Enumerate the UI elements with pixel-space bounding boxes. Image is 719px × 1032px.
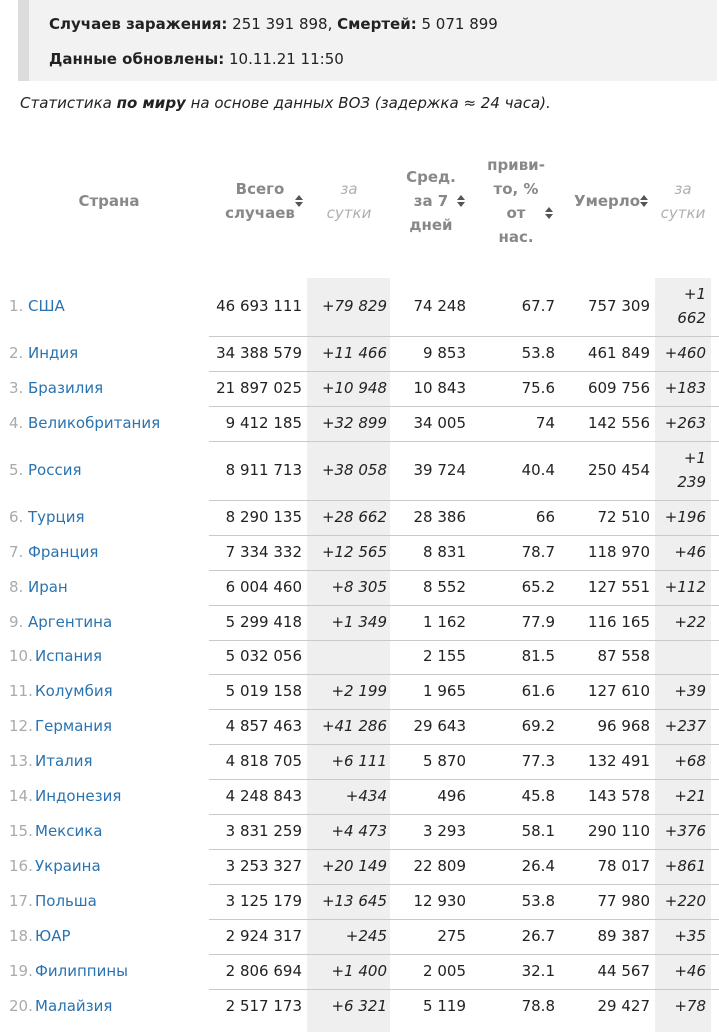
row-divider (209, 814, 719, 815)
row-divider (209, 500, 719, 501)
row-divider (209, 709, 719, 710)
avg-7days-value: 74 248 (413, 297, 466, 315)
daily-deaths-value-line2: 662 (677, 309, 706, 327)
daily-cases-value: +2 199 (331, 681, 387, 700)
died-value: 142 556 (587, 413, 650, 432)
total-cases-value: 5 299 418 (225, 612, 302, 631)
header-total-line2: случаев (225, 204, 295, 222)
row-divider (209, 406, 719, 407)
row-rank: 4. (9, 413, 24, 432)
table-row (0, 278, 719, 336)
died-value: 461 849 (587, 343, 650, 362)
table-row (0, 406, 719, 441)
updated-value: 10.11.21 11:50 (228, 50, 344, 68)
died-value: 127 610 (587, 681, 650, 700)
header-avg-line1: Сред. (406, 168, 456, 186)
avg-7days-value: 8 552 (423, 577, 466, 596)
source-note (20, 94, 551, 112)
vaccinated-value: 74 (535, 413, 555, 432)
total-cases-value: 6 004 460 (225, 577, 302, 596)
header-total-cases[interactable] (219, 177, 301, 225)
country-link[interactable]: Польша (35, 891, 97, 910)
row-rank: 15. (9, 821, 33, 840)
daily-cases-value: +11 466 (321, 343, 387, 362)
cases-summary (49, 15, 498, 33)
total-cases-value: 4 248 843 (225, 786, 302, 805)
daily-deaths-value: +861 (664, 856, 706, 875)
daily-deaths-value: +183 (664, 378, 706, 397)
avg-7days-value: 5 119 (423, 996, 466, 1015)
header-vaccinated[interactable] (483, 153, 549, 249)
total-cases-value: 9 412 185 (225, 413, 302, 432)
table-row (0, 441, 719, 500)
row-divider (209, 919, 719, 920)
sort-total-icon[interactable] (295, 195, 303, 207)
died-value: 118 970 (587, 542, 650, 561)
total-cases-value: 3 125 179 (225, 891, 302, 910)
daily-cases-value: +434 (345, 786, 387, 805)
header-country-label: Страна (78, 192, 140, 210)
table-row (0, 744, 719, 779)
died-value: 77 980 (597, 891, 650, 910)
country-link[interactable]: Филиппины (35, 961, 129, 980)
total-cases-value: 34 388 579 (216, 343, 302, 362)
country-link[interactable]: Колумбия (35, 681, 113, 700)
row-divider (209, 884, 719, 885)
row-divider (209, 570, 719, 571)
header-avg-line3: дней (409, 216, 453, 234)
row-rank: 9. (9, 612, 24, 631)
header-vacc-line1: приви- (487, 156, 545, 174)
vaccinated-value: 75.6 (521, 378, 555, 397)
country-link[interactable]: Иран (28, 577, 68, 596)
row-rank: 10. (9, 647, 33, 665)
daily-deaths-value: +460 (664, 343, 706, 362)
country-link[interactable]: США (28, 297, 65, 315)
table-row (0, 336, 719, 371)
died-value: 132 491 (587, 751, 650, 770)
died-value: 250 454 (587, 460, 650, 479)
avg-7days-value: 2 155 (423, 647, 466, 665)
daily-cases-value: +8 305 (331, 577, 387, 596)
row-rank: 8. (9, 577, 24, 596)
daily-cases-value: +38 058 (321, 460, 387, 479)
country-link[interactable]: Украина (35, 856, 101, 875)
row-divider (209, 849, 719, 850)
daily-cases-value: +6 111 (331, 751, 387, 770)
row-divider (209, 605, 719, 606)
country-link[interactable]: Индонезия (35, 786, 122, 805)
header-died[interactable] (574, 189, 640, 213)
total-cases-value: 46 693 111 (216, 297, 302, 315)
daily-deaths-value: +22 (674, 612, 706, 631)
header-daily-cases[interactable] (318, 177, 380, 225)
vaccinated-value: 61.6 (521, 681, 555, 700)
note-suffix: на основе данных ВОЗ (задержка ≈ 24 часа). (185, 94, 551, 112)
row-rank: 11. (9, 681, 33, 700)
avg-7days-value: 29 643 (413, 716, 466, 735)
daily-cases-value: +1 349 (331, 612, 387, 631)
daily-deaths-value-line1: +1 (683, 448, 706, 467)
header-vacc-line2: то, % (493, 180, 539, 198)
header-ddaily-line2: сутки (660, 204, 706, 222)
header-daily-deaths[interactable] (657, 177, 709, 225)
died-value: 143 578 (587, 786, 650, 805)
daily-cases-value: +20 149 (321, 856, 387, 875)
cases-value: 251 391 898, (232, 15, 333, 33)
table-row (0, 849, 719, 884)
country-link[interactable]: Турция (28, 507, 85, 526)
table-row (0, 709, 719, 744)
header-total-line1: Всего (235, 180, 285, 198)
total-cases-value: 21 897 025 (216, 378, 302, 397)
died-value: 96 968 (597, 716, 650, 735)
header-avg-7days[interactable] (401, 165, 461, 237)
country-link[interactable]: Великобритания (28, 413, 161, 432)
table-row (0, 535, 719, 570)
died-value: 757 309 (587, 297, 650, 315)
country-link[interactable]: Франция (28, 542, 99, 561)
vaccinated-value: 69.2 (521, 716, 555, 735)
row-rank: 12. (9, 716, 33, 735)
row-rank: 16. (9, 856, 33, 875)
deaths-value: 5 071 899 (421, 15, 498, 33)
vaccinated-value: 26.4 (521, 856, 555, 875)
row-rank: 1. (9, 297, 24, 315)
country-link[interactable]: Малайзия (35, 996, 113, 1015)
total-cases-value: 2 806 694 (225, 961, 302, 980)
avg-7days-value: 12 930 (413, 891, 466, 910)
daily-cases-value: +13 645 (321, 891, 387, 910)
sort-vacc-icon[interactable] (545, 207, 553, 219)
row-rank: 19. (9, 961, 33, 980)
total-cases-value: 3 253 327 (225, 856, 302, 875)
died-value: 116 165 (587, 612, 650, 631)
died-value: 89 387 (597, 926, 650, 945)
total-cases-value: 5 019 158 (225, 681, 302, 700)
row-divider (209, 535, 719, 536)
vaccinated-value: 67.7 (521, 297, 555, 315)
country-link[interactable]: Мексика (35, 821, 103, 840)
daily-deaths-value: +112 (664, 577, 706, 596)
vaccinated-value: 32.1 (521, 961, 555, 980)
updated-label: Данные обновлены: (49, 50, 225, 68)
avg-7days-value: 39 724 (413, 460, 466, 479)
daily-deaths-value-line1: +1 (683, 285, 706, 303)
died-value: 72 510 (597, 507, 650, 526)
header-ddaily-line1: за (674, 180, 692, 198)
vaccinated-value: 45.8 (521, 786, 555, 805)
total-cases-value: 4 818 705 (225, 751, 302, 770)
header-daily-line1: за (340, 180, 358, 198)
header-vacc-line4: нас. (498, 228, 534, 246)
total-cases-value: 7 334 332 (225, 542, 302, 561)
vaccinated-value: 65.2 (521, 577, 555, 596)
header-country[interactable] (60, 189, 158, 213)
cases-label: Случаев заражения: (49, 15, 228, 33)
header-died-label: Умерло (574, 192, 641, 210)
country-link[interactable]: Аргентина (28, 612, 113, 631)
row-divider (209, 744, 719, 745)
country-link[interactable]: Италия (35, 751, 93, 770)
note-bold: по миру (116, 94, 186, 112)
header-avg-line2: за 7 (413, 192, 449, 210)
avg-7days-value: 9 853 (423, 343, 466, 362)
total-cases-value: 8 290 135 (225, 507, 302, 526)
total-cases-value: 2 517 173 (225, 996, 302, 1015)
daily-cases-value: +32 899 (321, 413, 387, 432)
vaccinated-value: 77.9 (521, 612, 555, 631)
vaccinated-value: 26.7 (521, 926, 555, 945)
vaccinated-value: 78.8 (521, 996, 555, 1015)
total-cases-value: 5 032 056 (225, 647, 302, 665)
avg-7days-value: 275 (437, 926, 466, 945)
row-rank: 17. (9, 891, 33, 910)
died-value: 87 558 (597, 647, 650, 665)
table-row (0, 814, 719, 849)
avg-7days-value: 3 293 (423, 821, 466, 840)
row-rank: 5. (9, 460, 24, 479)
row-divider (209, 989, 719, 990)
sort-avg-icon[interactable] (457, 195, 465, 207)
row-rank: 18. (9, 926, 33, 945)
table-row (0, 779, 719, 814)
died-value: 78 017 (597, 856, 650, 875)
table-row (0, 500, 719, 535)
updated-summary (49, 50, 344, 68)
died-value: 44 567 (597, 961, 650, 980)
avg-7days-value: 28 386 (413, 507, 466, 526)
daily-cases-value: +6 321 (331, 996, 387, 1015)
summary-box (18, 0, 717, 81)
daily-deaths-value: +46 (674, 961, 706, 980)
table-row (0, 989, 719, 1024)
daily-deaths-value: +35 (674, 926, 706, 945)
died-value: 609 756 (587, 378, 650, 397)
vaccinated-value: 53.8 (521, 343, 555, 362)
table-row (0, 570, 719, 605)
deaths-label: Смертей: (337, 15, 417, 33)
avg-7days-value: 1 965 (423, 681, 466, 700)
daily-deaths-value: +46 (674, 542, 706, 561)
country-link[interactable]: Испания (35, 647, 103, 665)
daily-cases-value: +79 829 (321, 297, 387, 315)
died-value: 127 551 (587, 577, 650, 596)
avg-7days-value: 8 831 (423, 542, 466, 561)
table-row (0, 640, 719, 674)
row-rank: 6. (9, 507, 24, 526)
daily-deaths-value: +263 (664, 413, 706, 432)
daily-deaths-value: +78 (674, 996, 706, 1015)
daily-cases-value: +12 565 (321, 542, 387, 561)
total-cases-value: 8 911 713 (225, 460, 302, 479)
daily-deaths-value: +68 (674, 751, 706, 770)
sort-died-icon[interactable] (640, 195, 648, 207)
daily-deaths-value: +39 (674, 681, 706, 700)
row-rank: 3. (9, 378, 24, 397)
country-link[interactable]: Германия (35, 716, 112, 735)
row-rank: 14. (9, 786, 33, 805)
table-row (0, 371, 719, 406)
total-cases-value: 4 857 463 (225, 716, 302, 735)
row-divider (209, 640, 719, 641)
country-link[interactable]: ЮАР (35, 926, 71, 945)
daily-deaths-value: +376 (664, 821, 706, 840)
note-prefix: Статистика (20, 94, 117, 112)
died-value: 29 427 (597, 996, 650, 1015)
country-link[interactable]: Бразилия (28, 378, 104, 397)
vaccinated-value: 66 (535, 507, 555, 526)
row-divider (209, 779, 719, 780)
daily-deaths-value-line2: 239 (677, 472, 706, 491)
daily-cases-value: +1 400 (331, 961, 387, 980)
vaccinated-value: 58.1 (521, 821, 555, 840)
row-rank: 2. (9, 343, 24, 362)
table-row (0, 674, 719, 709)
row-divider (209, 371, 719, 372)
table-row (0, 884, 719, 919)
daily-cases-value: +41 286 (321, 716, 387, 735)
row-rank: 13. (9, 751, 33, 770)
row-divider (209, 674, 719, 675)
daily-deaths-value: +21 (674, 786, 706, 805)
table-row (0, 605, 719, 640)
vaccinated-value: 53.8 (521, 891, 555, 910)
died-value: 290 110 (587, 821, 650, 840)
daily-cases-value: +245 (345, 926, 387, 945)
row-rank: 20. (9, 996, 33, 1015)
vaccinated-value: 78.7 (521, 542, 555, 561)
total-cases-value: 3 831 259 (225, 821, 302, 840)
row-rank: 7. (9, 542, 24, 561)
country-link[interactable]: Россия (28, 460, 82, 479)
row-divider (209, 954, 719, 955)
avg-7days-value: 10 843 (413, 378, 466, 397)
header-vacc-line3: от (506, 204, 526, 222)
table-row (0, 954, 719, 989)
header-daily-line2: сутки (326, 204, 372, 222)
daily-cases-value: +10 948 (321, 378, 387, 397)
daily-deaths-value: +196 (664, 507, 706, 526)
vaccinated-value: 40.4 (521, 460, 555, 479)
daily-cases-value: +28 662 (321, 507, 387, 526)
avg-7days-value: 2 005 (423, 961, 466, 980)
daily-deaths-value: +220 (664, 891, 706, 910)
table-row (0, 919, 719, 954)
row-divider (209, 336, 719, 337)
total-cases-value: 2 924 317 (225, 926, 302, 945)
daily-deaths-value: +237 (664, 716, 706, 735)
avg-7days-value: 1 162 (423, 612, 466, 631)
avg-7days-value: 22 809 (413, 856, 466, 875)
vaccinated-value: 81.5 (521, 647, 555, 665)
vaccinated-value: 77.3 (521, 751, 555, 770)
daily-cases-value: +4 473 (331, 821, 387, 840)
avg-7days-value: 5 870 (423, 751, 466, 770)
avg-7days-value: 34 005 (413, 413, 466, 432)
avg-7days-value: 496 (437, 786, 466, 805)
country-link[interactable]: Индия (28, 343, 79, 362)
row-divider (209, 441, 719, 442)
